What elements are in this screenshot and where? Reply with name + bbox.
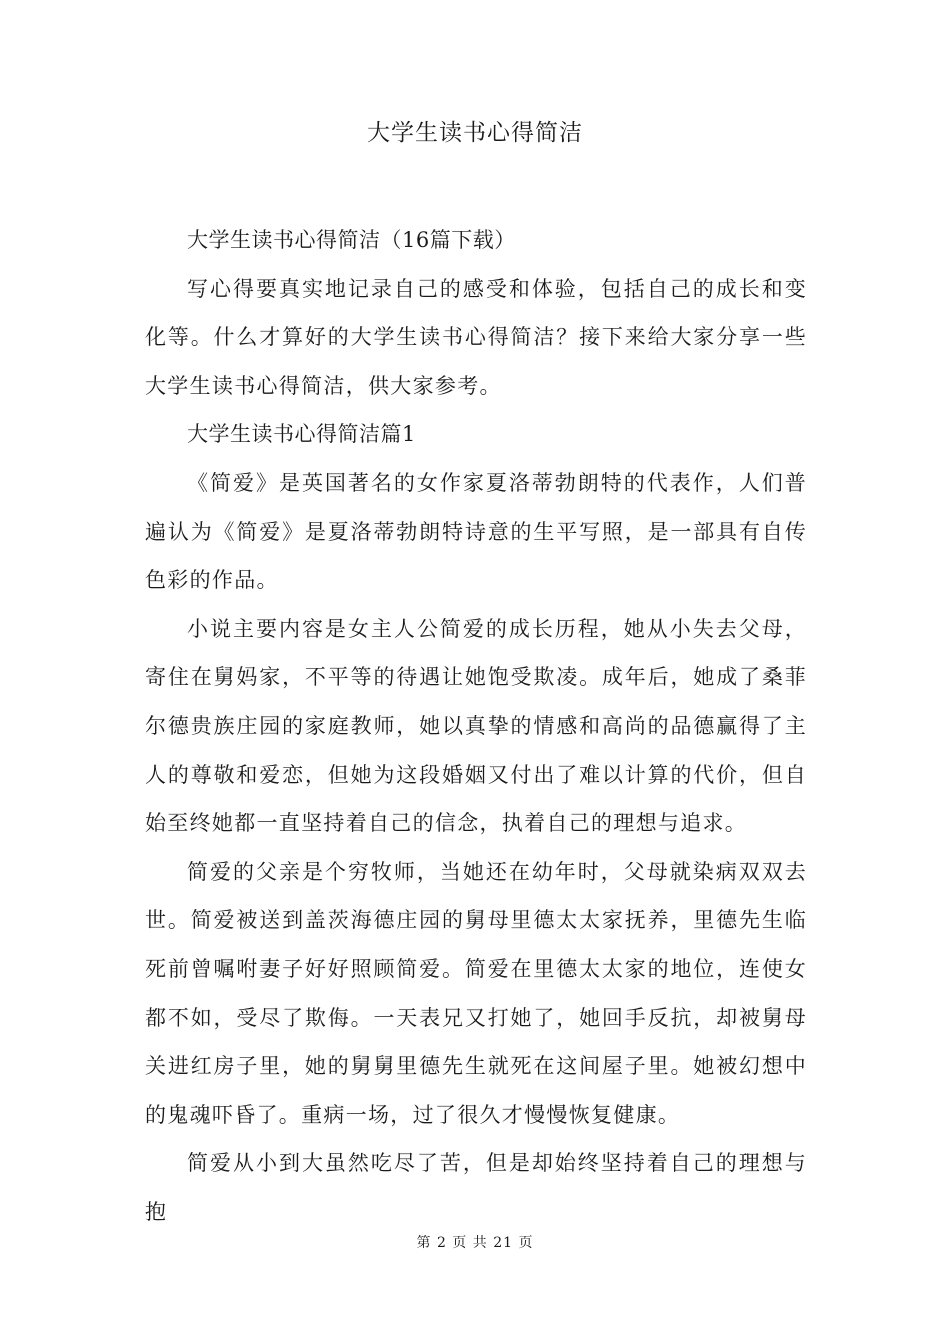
body-paragraph: 小说主要内容是女主人公简爱的成长历程，她从小失去父母，寄住在舅妈家，不平等的待遇让她饱受欺凌。成年后，她成了桑菲尔德贵族庄园的家庭教师，她以真挚的情感和高尚的品德赢得了主人的尊敬和爱恋，但她为这段婚姻又付出了难以计算的代价，但自始至终她都一直坚持着自己的信念，执着自己的理想与追求。 xyxy=(145,616,807,836)
intro-paragraph: 写心得要真实地记录自己的感受和体验，包括自己的成长和变化等。什么才算好的大学生读书心得简洁？接下来给大家分享一些大学生读书心得简洁，供大家参考。 xyxy=(145,276,807,398)
document-body xyxy=(145,216,807,1236)
body-paragraph: 简爱的父亲是个穷牧师，当她还在幼年时，父母就染病双双去世。简爱被送到盖茨海德庄园的舅母里德太太家抚养，里德先生临死前曾嘱咐妻子好好照顾简爱。简爱在里德太太家的地位，连使女都不如，受尽了欺侮。一天表兄又打她了，她回手反抗，却被舅母关进红房子里，她的舅舅里德先生就死在这间屋子里。她被幻想中的鬼魂吓昏了。重病一场，过了很久才慢慢恢复健康。 xyxy=(145,859,807,1127)
body-paragraph: 《简爱》是英国著名的女作家夏洛蒂勃朗特的代表作，人们普遍认为《简爱》是夏洛蒂勃朗特诗意的生平写照，是一部具有自传色彩的作品。 xyxy=(145,470,807,593)
document-subtitle: 大学生读书心得简洁（16篇下载） xyxy=(187,228,516,252)
document-title: 大学生读书心得简洁 xyxy=(367,120,583,146)
page-number-footer: 第 2 页 共 21 页 xyxy=(416,1235,534,1251)
body-paragraph: 简爱从小到大虽然吃尽了苦，但是却始终坚持着自己的理想与抱 xyxy=(145,1151,807,1224)
section-heading: 大学生读书心得简洁篇1 xyxy=(187,422,416,447)
